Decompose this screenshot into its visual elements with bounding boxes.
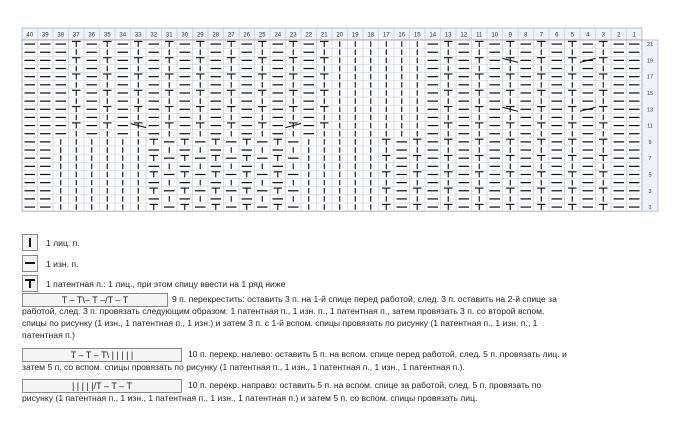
cable-9-text-4: патентная п.) bbox=[22, 330, 76, 340]
row-number: 7 bbox=[648, 156, 652, 163]
column-number: 36 bbox=[88, 32, 96, 39]
column-number: 40 bbox=[26, 32, 34, 39]
column-number: 30 bbox=[181, 32, 189, 39]
column-number: 10 bbox=[491, 32, 499, 39]
column-number: 23 bbox=[289, 32, 297, 39]
row-number: 3 bbox=[648, 188, 652, 195]
patent-symbol bbox=[22, 275, 38, 292]
column-number: 5 bbox=[570, 32, 574, 39]
column-number: 39 bbox=[41, 32, 49, 39]
column-number: 25 bbox=[258, 32, 266, 39]
cable-10-left-text: 10 п. перекр. налево: оставить 5 п. на вспом. спице перед работой, след. 5 п. провязать лиц. и bbox=[188, 349, 567, 359]
column-number: 2 bbox=[617, 32, 621, 39]
column-number: 6 bbox=[555, 32, 559, 39]
purl-legend-text: 1 изн. п. bbox=[46, 259, 79, 269]
column-number: 11 bbox=[476, 32, 483, 39]
cable-10-left-text-2: затем 5 п. со вспом. спицы провязать по рисунку (1 патентная п., 1 изн., 1 патентная п., 1 изн., 1 патентная п.). bbox=[22, 362, 465, 372]
column-number: 28 bbox=[212, 32, 220, 39]
cable-9-text-2: работой, след. 3 п. провязать следующим образом: 1 патентная п., 1 изн. п., 1 патентная п., затем провязать 3 п. со второй вспом. bbox=[22, 306, 545, 316]
row-number: 13 bbox=[646, 107, 654, 114]
row-number: 1 bbox=[648, 205, 652, 212]
cable-9-text: 9 п. перекрестить: оставить 3 п. на 1-й спице перед работой, след. 3 п. оставить на 2-й спице за bbox=[172, 294, 557, 304]
column-number: 1 bbox=[632, 32, 636, 39]
column-number: 13 bbox=[444, 32, 452, 39]
column-number: 16 bbox=[398, 32, 406, 39]
column-number: 15 bbox=[413, 32, 421, 39]
column-number: 20 bbox=[336, 32, 344, 39]
column-number: 14 bbox=[429, 32, 437, 39]
knit-legend-text: 1 лиц. п. bbox=[46, 238, 80, 248]
row-number: 11 bbox=[647, 123, 653, 130]
column-number: 21 bbox=[320, 32, 328, 39]
column-number: 34 bbox=[119, 32, 127, 39]
patent-legend-text: 1 патентная п.: 1 лиц., при этом спицу ввести на 1 ряд ниже bbox=[46, 279, 286, 289]
column-number: 19 bbox=[351, 32, 359, 39]
column-number: 4 bbox=[586, 32, 590, 39]
cable-10-right-text: 10 п. перекр. направо: оставить 5 п. на вспом. спице за работой, след. 5 п. провязать по bbox=[188, 380, 542, 390]
column-number: 26 bbox=[243, 32, 251, 39]
cable-10-left-symbol bbox=[22, 348, 182, 362]
cable-10-left-symbol-glyphs: T – T – T\ | | | | | bbox=[70, 350, 134, 360]
row-number: 17 bbox=[646, 74, 654, 81]
column-number: 29 bbox=[196, 32, 204, 39]
column-number: 7 bbox=[539, 32, 543, 39]
column-number: 37 bbox=[72, 32, 80, 39]
column-number: 35 bbox=[103, 32, 111, 39]
column-number: 12 bbox=[460, 32, 468, 39]
column-number: 38 bbox=[57, 32, 65, 39]
cable-9-symbol-glyphs: T – T\– T –/T – T bbox=[61, 295, 129, 305]
column-number: 9 bbox=[508, 32, 512, 39]
cable-9-text-3: спицы по рисунку (1 изн., 1 патентная п., 1 изн.) и затем 3 п. с 1-й вспом. спицы провязать по рисунку (1 патентная п., 1 изн. п., 1 bbox=[22, 318, 538, 328]
row-number: 5 bbox=[648, 172, 652, 179]
column-number: 22 bbox=[305, 32, 313, 39]
purl-symbol bbox=[22, 255, 38, 272]
cable-10-right-symbol bbox=[22, 379, 182, 393]
column-number: 18 bbox=[367, 32, 375, 39]
row-number: 19 bbox=[646, 58, 654, 65]
row-number: 15 bbox=[646, 90, 654, 97]
column-number: 33 bbox=[134, 32, 142, 39]
row-number: 9 bbox=[648, 139, 652, 146]
row-number: 21 bbox=[646, 42, 654, 49]
column-number: 8 bbox=[524, 32, 528, 39]
column-number: 24 bbox=[274, 32, 282, 39]
column-number: 27 bbox=[227, 32, 235, 39]
column-number: 17 bbox=[382, 32, 390, 39]
column-number: 3 bbox=[601, 32, 605, 39]
column-number: 31 bbox=[165, 32, 173, 39]
knit-symbol bbox=[22, 234, 38, 251]
cable-10-right-text-2: рисунку (1 патентная п., 1 изн., 1 патентная п., 1 изн., 1 патентная п.) и затем 5 п. со вспом. спицы провязать лиц. bbox=[22, 393, 478, 403]
column-number: 32 bbox=[150, 32, 158, 39]
cable-10-right-symbol-glyphs: | | | | |/T – T – T bbox=[71, 381, 133, 391]
